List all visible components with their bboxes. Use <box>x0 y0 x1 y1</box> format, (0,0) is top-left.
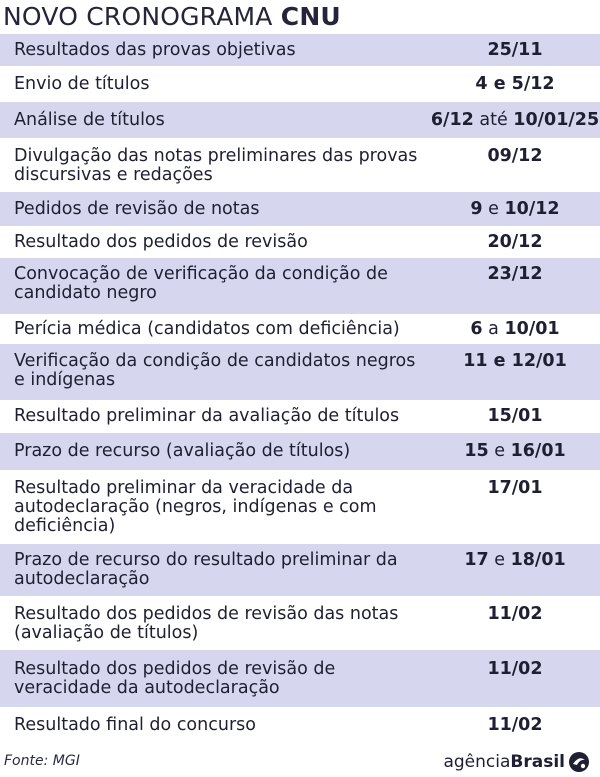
row-date: 20/12 <box>487 232 543 252</box>
row-date: 15 e 16/01 <box>464 441 566 461</box>
row-label: Prazo de recurso do resultado preliminar da autodeclaração <box>14 550 398 589</box>
row-date: 11/02 <box>487 604 543 624</box>
row-label: Resultado preliminar da avaliação de títulos <box>14 406 400 426</box>
schedule-row <box>0 314 600 344</box>
page-title <box>3 0 341 34</box>
row-date: 11 e 12/01 <box>463 351 567 371</box>
brand-bold: Brasil <box>510 752 565 772</box>
schedule-row <box>0 344 600 400</box>
footer <box>0 747 600 777</box>
brand-light: agência <box>443 752 511 772</box>
source-credit: Fonte: MGI <box>4 753 80 769</box>
title-cnu: CNU <box>280 2 341 31</box>
schedule-row <box>0 650 600 707</box>
row-label: Prazo de recurso (avaliação de títulos) <box>14 441 351 461</box>
schedule-row <box>0 192 600 226</box>
row-label: Pedidos de revisão de notas <box>14 199 260 219</box>
schedule-row <box>0 102 600 138</box>
row-label: Resultado dos pedidos de revisão das notas (avaliação de títulos) <box>14 604 399 643</box>
schedule-row <box>0 544 600 596</box>
row-label: Análise de títulos <box>14 110 165 130</box>
row-date: 11/02 <box>487 715 543 735</box>
row-date: 6 a 10/01 <box>470 319 560 339</box>
row-label: Divulgação das notas preliminares das provas discursivas e redações <box>14 146 418 185</box>
row-date: 9 e 10/12 <box>470 199 560 219</box>
schedule-row <box>0 226 600 258</box>
row-date: 17/01 <box>487 478 543 498</box>
row-date: 6/12 até 10/01/25 <box>430 110 600 130</box>
schedule-row <box>0 34 600 66</box>
agencia-brasil-logo-icon <box>568 751 590 773</box>
row-label: Convocação de verificação da condição de candidato negro <box>14 264 388 303</box>
schedule-row <box>0 258 600 314</box>
row-date: 4 e 5/12 <box>475 74 555 94</box>
row-label: Verificação da condição de candidatos negros e indígenas <box>14 351 416 390</box>
schedule-row <box>0 433 600 470</box>
row-date: 15/01 <box>487 406 543 426</box>
schedule-row <box>0 596 600 650</box>
schedule-row <box>0 707 600 744</box>
row-date: 25/11 <box>487 40 543 60</box>
schedule-row <box>0 470 600 544</box>
schedule-table <box>0 34 600 744</box>
row-date: 23/12 <box>487 264 543 284</box>
schedule-row <box>0 138 600 192</box>
row-date: 09/12 <box>487 146 543 166</box>
schedule-row <box>0 66 600 102</box>
row-label: Resultado final do concurso <box>14 715 256 735</box>
row-date: 11/02 <box>487 659 543 679</box>
row-label: Resultado preliminar da veracidade da autodeclaração (negros, indígenas e com deficiência) <box>14 478 377 536</box>
row-label: Envio de títulos <box>14 74 150 94</box>
row-label: Resultado dos pedidos de revisão <box>14 232 308 252</box>
row-date: 17 e 18/01 <box>464 550 566 570</box>
brand-logo <box>443 749 590 775</box>
title-prefix: NOVO CRONOGRAMA <box>3 2 281 31</box>
schedule-row <box>0 400 600 433</box>
row-label: Perícia médica (candidatos com deficiência) <box>14 319 400 339</box>
row-label: Resultado dos pedidos de revisão de veracidade da autodeclaração <box>14 659 336 698</box>
row-label: Resultados das provas objetivas <box>14 40 296 60</box>
